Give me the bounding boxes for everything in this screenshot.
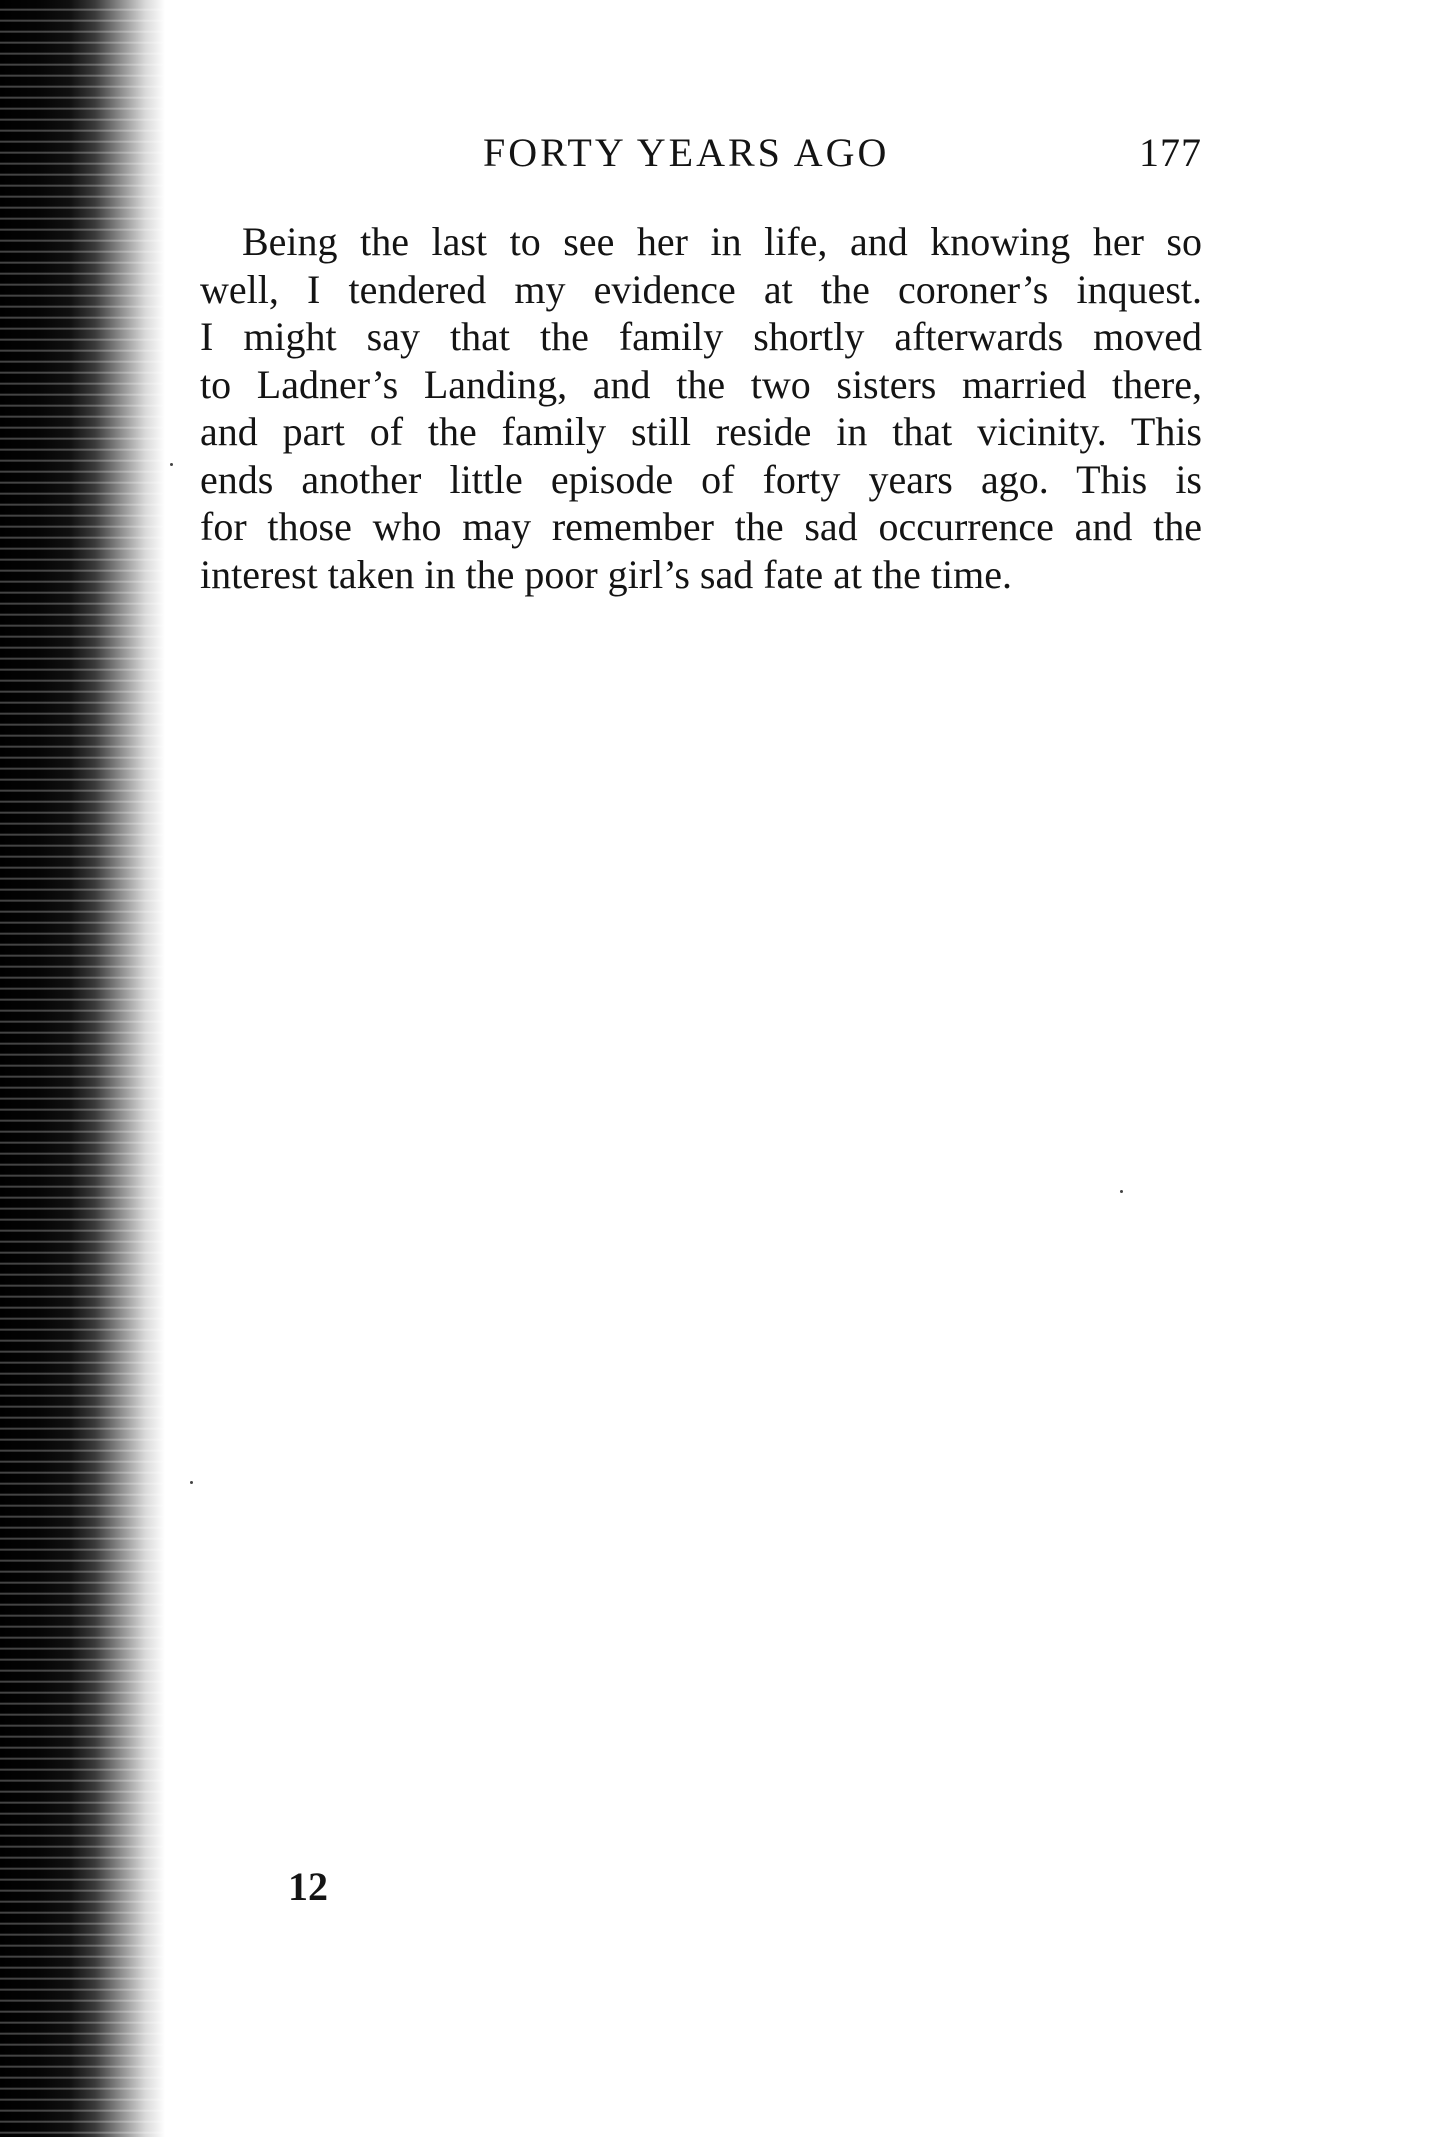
page-number: 177 [1139,130,1202,175]
signature-mark: 12 [288,1864,328,1909]
paragraph-line: Being the last to see her in life, and knowing her so [242,219,1202,264]
paragraph-line: for those who may remember the sad occurrence and the [200,504,1202,549]
paragraph-line: well, I tendered my evidence at the coroner’s inquest. [200,266,1202,312]
scan-speck [1120,1190,1123,1193]
scanned-binding-edge [0,0,165,2137]
paragraph-line: I might say that the family shortly afterwards moved [200,314,1202,359]
scan-speck [190,1481,193,1484]
paragraph-line: to Ladner’s Landing, and the two sisters married there, [200,361,1202,407]
body-paragraph [200,218,1202,598]
paragraph-line: ends another little episode of forty years ago. This is [200,456,1202,502]
running-title: FORTY YEARS AGO [483,130,890,175]
paragraph-line: interest taken in the poor girl’s sad fate at the time. [200,551,1012,597]
scan-speck [170,463,173,466]
paragraph-line: and part of the family still reside in that vicinity. This [200,409,1202,454]
running-head [200,128,1202,178]
